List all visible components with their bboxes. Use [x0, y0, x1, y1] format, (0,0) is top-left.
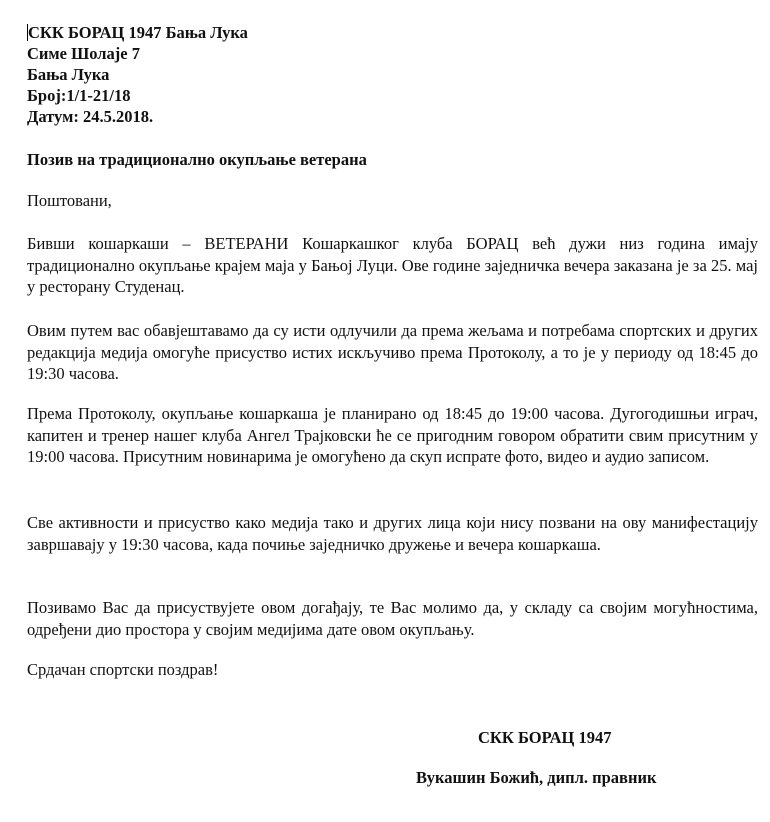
letter-subject: Позив на традиционално окупљање ветерана [27, 150, 367, 169]
header-city: Бања Лука [27, 65, 110, 84]
letter-header [27, 22, 248, 127]
header-date: Датум: 24.5.2018. [27, 107, 154, 126]
header-number: Број:1/1-21/18 [27, 86, 131, 105]
header-org: СКК БОРАЦ 1947 Бања Лука [28, 23, 248, 42]
paragraph-2: Овим путем вас обавјештавамо да су исти одлучили да према жељама и потребама спортских и других редакција медија омогуће присуство истих искључиво према Протоколу, а то је у периоду од 18:45 до 19:30 часова. [27, 321, 758, 383]
paragraph-4: Све активности и присуство како медија тако и других лица који нису позвани на ову манифестацију завршавају у 19:30 часова, када почиње заједничко дружење и вечера кошаркаша. [27, 513, 758, 554]
paragraph-5: Позивамо Вас да присуствујете овом догађају, те Вас молимо да, у складу са својим могућностима, одређени дио простора у својим медијима дате овом окупљању. [27, 598, 758, 639]
header-street: Симе Шолаје 7 [27, 44, 140, 63]
header-org-line [27, 22, 248, 43]
paragraph-1: Бивши кошаркаши – ВЕТЕРАНИ Кошаркашког клуба БОРАЦ већ дужи низ година имају традиционално окупљање крајем маја у Бањој Луци. Ове године заједничка вечера заказана је за 25. мај у ресторану Студенац. [27, 234, 758, 296]
letter-greeting: Поштовани, [27, 191, 112, 210]
letter-closing: Срдачан спортски поздрав! [27, 660, 219, 679]
paragraph-3: Према Протоколу, окупљање кошаркаша је планирано од 18:45 до 19:00 часова. Дугогодишњи играч, капитен и тренер нашег клуба Ангел Трајковски ће се пригодним говором обратити свим присутним у 19:00 часова. Присутним новинарима је омогућено да скуп испрате фото, видео и аудио записом. [27, 404, 758, 466]
signature-name: Вукашин Божић, дипл. правник [416, 768, 657, 787]
signature-org: СКК БОРАЦ 1947 [478, 728, 612, 747]
